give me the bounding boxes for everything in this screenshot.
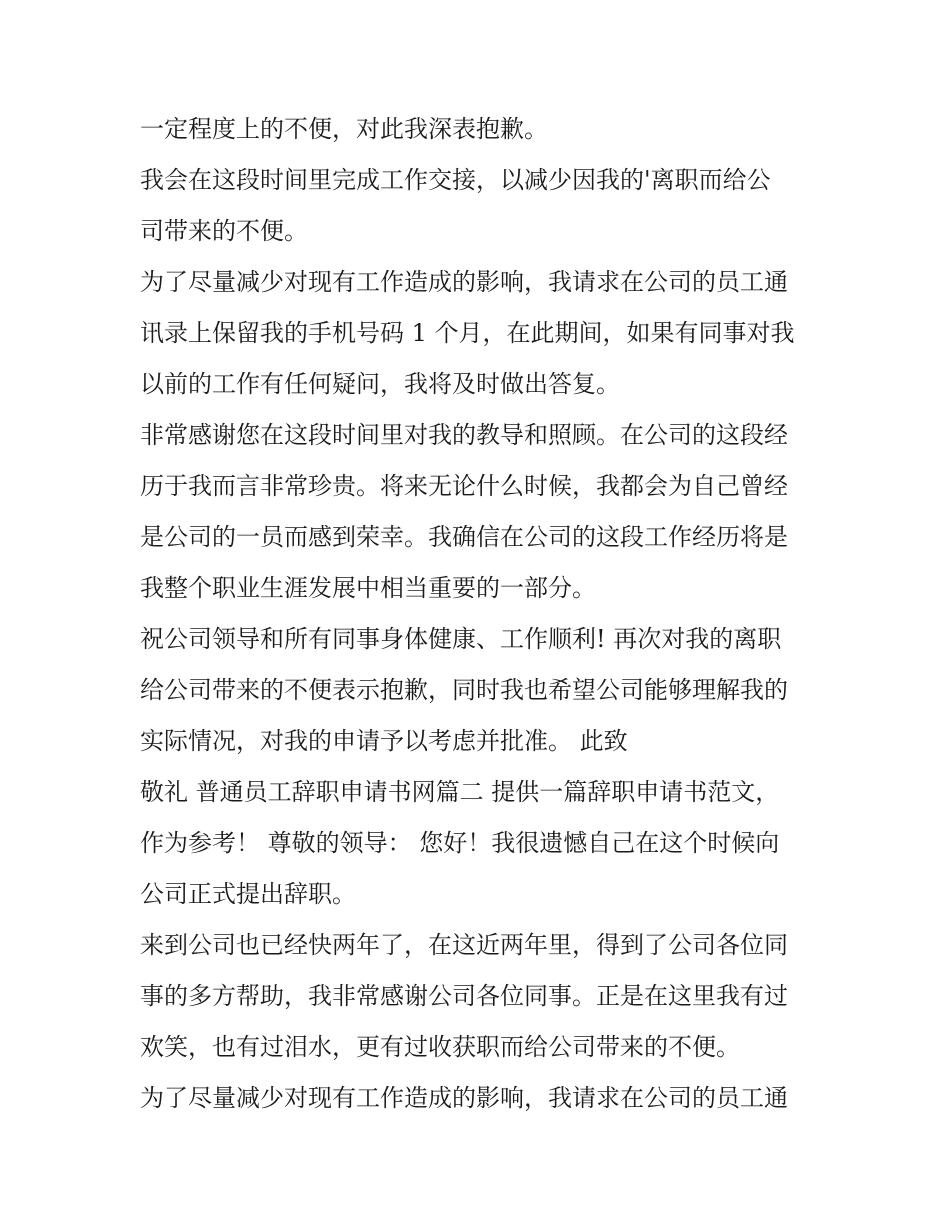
text-line: 来到公司也已经快两年了，在这近两年里，得到了公司各位同 bbox=[140, 931, 788, 959]
text-line: 非常感谢您在这段时间里对我的教导和照顾。在公司的这段经 bbox=[140, 421, 788, 449]
text-line: 司带来的不便。 bbox=[140, 217, 308, 245]
text-line: 我整个职业生涯发展中相当重要的一部分。 bbox=[140, 574, 596, 602]
text-line: 历于我而言非常珍贵。将来无论什么时候，我都会为自己曾经 bbox=[140, 472, 788, 500]
text-line: 祝公司领导和所有同事身体健康、工作顺利! 再次对我的离职 bbox=[140, 625, 782, 653]
text-line: 一定程度上的不便，对此我深表抱歉。 bbox=[140, 115, 548, 143]
text-line: 作为参考！ 尊敬的领导： 您好！我很遗憾自己在这个时候向 bbox=[140, 829, 780, 857]
text-line: 为了尽量减少对现有工作造成的影响，我请求在公司的员工通 bbox=[140, 268, 788, 296]
document-body bbox=[140, 108, 820, 1128]
text-line: 讯录上保留我的手机号码 1 个月，在此期间，如果有同事对我 bbox=[140, 319, 795, 347]
text-line: 事的多方帮助，我非常感谢公司各位同事。正是在这里我有过 bbox=[140, 982, 788, 1010]
text-line: 欢笑，也有过泪水，更有过收获职而给公司带来的不便。 bbox=[140, 1033, 740, 1061]
text-line: 实际情况，对我的申请予以考虑并批准。 此致 bbox=[140, 727, 628, 755]
text-line: 为了尽量减少对现有工作造成的影响，我请求在公司的员工通 bbox=[140, 1084, 788, 1112]
text-line: 敬礼 普通员工辞职申请书网篇二 提供一篇辞职申请书范文， bbox=[140, 778, 780, 806]
text-line: 给公司带来的不便表示抱歉，同时我也希望公司能够理解我的 bbox=[140, 676, 788, 704]
text-line: 我会在这段时间里完成工作交接，以减少因我的'离职而给公 bbox=[140, 166, 771, 194]
text-line: 以前的工作有任何疑问，我将及时做出答复。 bbox=[140, 370, 620, 398]
text-line: 是公司的一员而感到荣幸。我确信在公司的这段工作经历将是 bbox=[140, 523, 788, 551]
text-line: 公司正式提出辞职。 bbox=[140, 880, 356, 908]
